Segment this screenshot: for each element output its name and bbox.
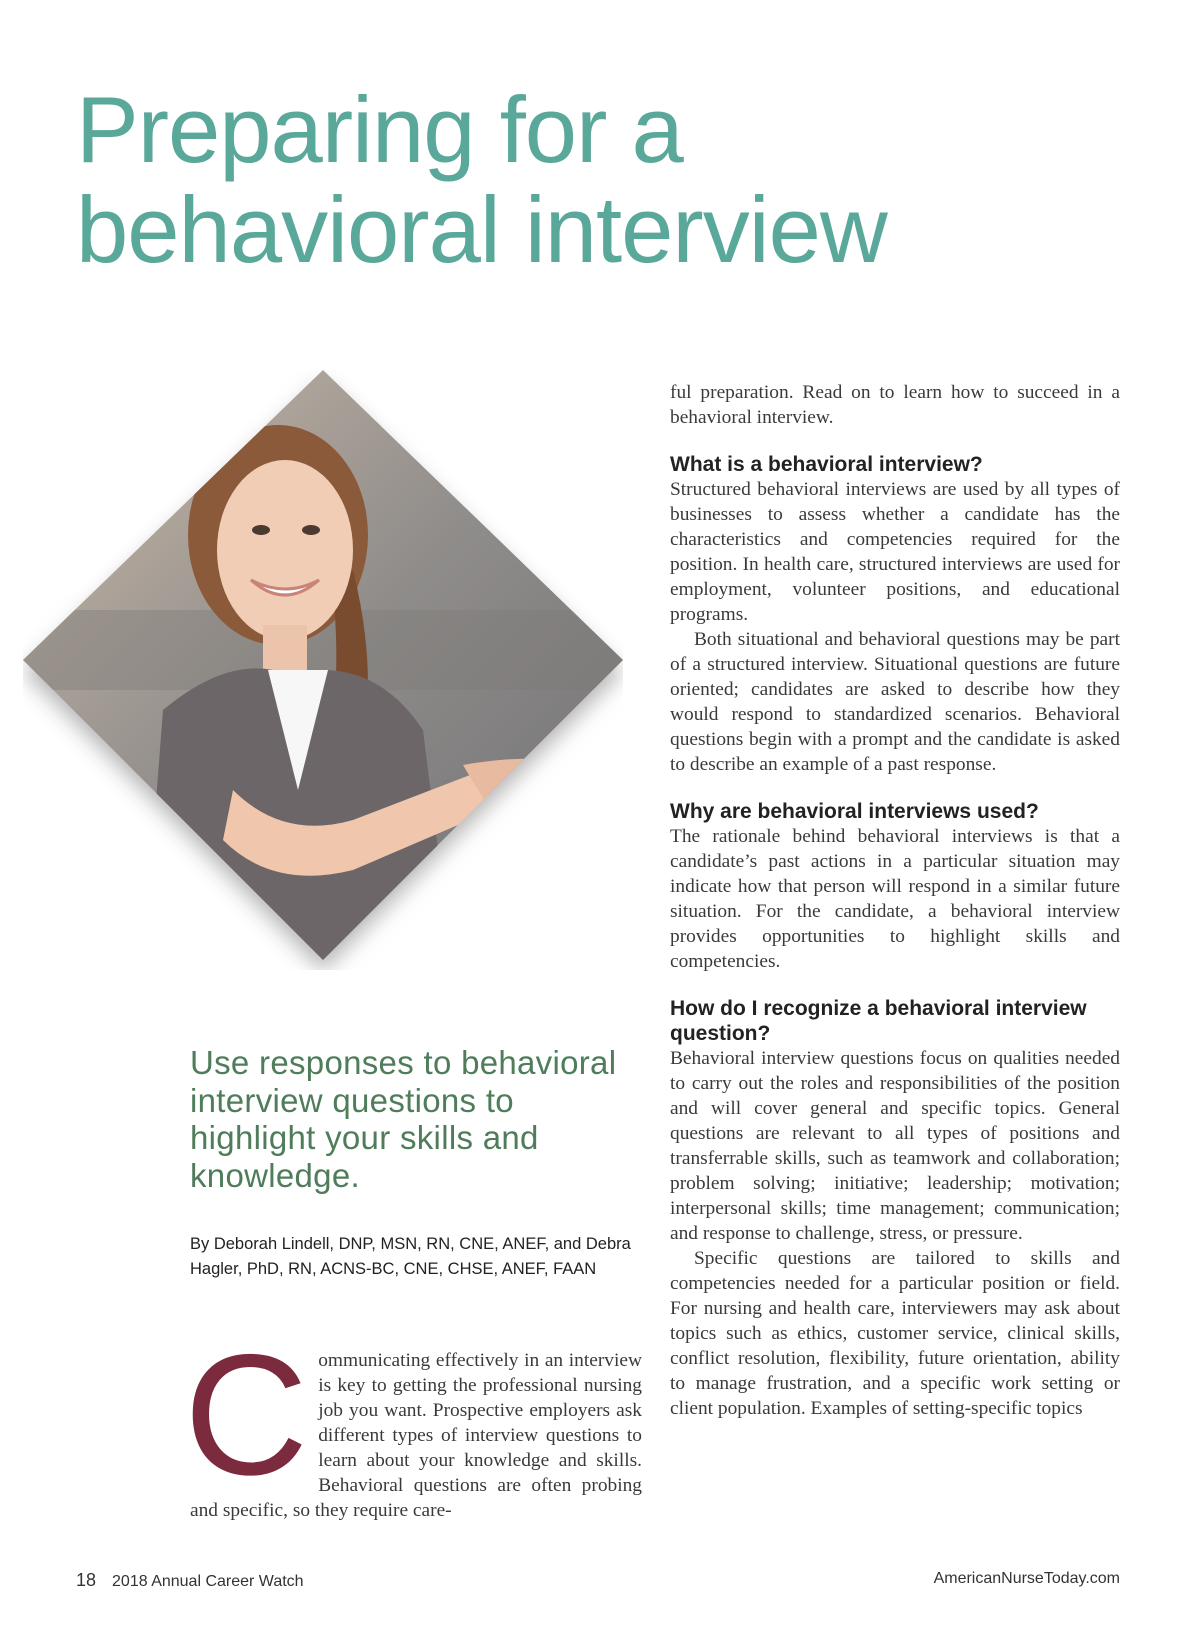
title-line-2: behavioral interview [76, 177, 887, 282]
footer-site: AmericanNurseToday.com [933, 1570, 1120, 1587]
footer-left [76, 1570, 304, 1591]
page-number: 18 [76, 1570, 97, 1590]
publication-name: 2018 Annual Career Watch [112, 1573, 304, 1590]
section-what-paragraph-1: Structured behavioral interviews are used by all types of businesses to assess whether a candidate has the characteristics and competencies required for the position. In health care, structured interviews are used for employment, volunteer positions, and educational programs. [670, 479, 1120, 625]
section-heading-why: Why are behavioral interviews used? [670, 800, 1039, 823]
section-why-paragraph-1: The rationale behind behavioral interviews is that a candidate’s past actions in a particular situation may indicate how that person will respond in a similar future situation. For the candidate, a behavioral interview provides opportunities to highlight skills and competencies. [670, 826, 1120, 972]
lead-paragraph: ommunicating effectively in an interview is key to getting the professional nursing job you want. Prospective employers ask different types of interview questions to learn about your knowledge and skills. Behavioral questions are often probing and specific, so they require care- [190, 1350, 642, 1521]
lead-column [184, 1319, 642, 1523]
right-column [670, 380, 1120, 1421]
article-title [76, 77, 887, 282]
intro-continuation: ful preparation. Read on to learn how to succeed in a behavioral interview. [670, 382, 1120, 428]
section-how-paragraph-2: Specific questions are tailored to skills and competencies needed for a particular position or field. For nursing and health care, interviewers may ask about topics such as ethics, customer service, clinical skills, conflict resolution, flexibility, future orientation, ability to manage frustration, and a specific work setting or client population. Examples of setting-specific topics [670, 1248, 1120, 1419]
drop-cap: C [184, 1319, 309, 1511]
article-deck: Use responses to behavioral interview questions to highlight your skills and knowledge. [190, 1044, 617, 1194]
section-what-paragraph-2: Both situational and behavioral questions may be part of a structured interview. Situational questions are future oriented; candidates are asked to describe how they would respond to standardized scenarios. Behavioral questions begin with a prompt and the candidate is asked to describe an example of a past response. [670, 629, 1120, 775]
section-heading-what: What is a behavioral interview? [670, 453, 983, 476]
title-line-1: Preparing for a [76, 77, 683, 182]
smiling-woman-handshake-photo [23, 370, 623, 970]
section-heading-how: How do I recognize a behavioral interview question? [670, 997, 1087, 1045]
section-how-paragraph-1: Behavioral interview questions focus on qualities needed to carry out the roles and responsibilities of the position and will cover general and specific topics. General questions are relevant to all types of positions and transferrable skills, such as teamwork and collaboration; problem solving; initiative; leadership; motivation; interpersonal skills; time management; communication; and response to challenge, stress, or pressure. [670, 1048, 1120, 1244]
byline: By Deborah Lindell, DNP, MSN, RN, CNE, ANEF, and Debra Hagler, PhD, RN, ACNS-BC, CNE, CHSE, ANEF, FAAN [190, 1235, 631, 1278]
